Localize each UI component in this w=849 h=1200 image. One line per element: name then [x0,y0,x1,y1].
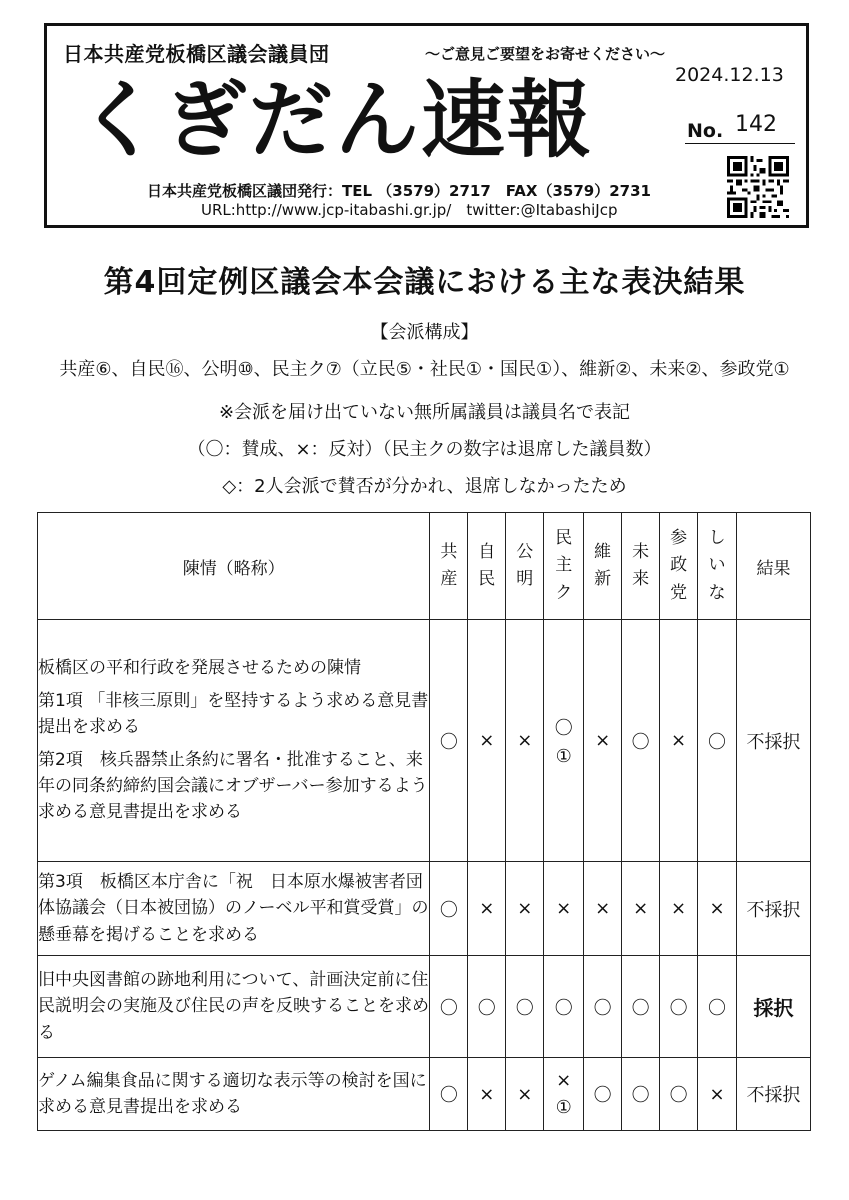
vote-cell: × [468,620,506,862]
party-header-sanseito: 参 政 党 [660,513,698,620]
table-header-row [38,513,811,620]
vote-cell: × [698,1058,737,1131]
vote-cell: 〇 [622,956,660,1058]
table-row [38,862,811,956]
abstain-count: ① [555,1097,572,1118]
petition-cell: 板橋区の平和行政を発展させるための陳情 第1項 「非核三原則」を堅持するよう求める意見書提出を求める 第2項 核兵器禁止条約に署名・批准すること、来年の同条約締約国会議にオブザーバー参加するよう求める意見書提出を求める [38,620,430,862]
result-header: 結果 [737,513,811,620]
table-row [38,956,811,1058]
vote-cell: × [660,862,698,956]
vote-cell: 〇 [430,956,468,1058]
issue-number-label: No. [687,120,724,142]
result-cell: 不採択 [737,1058,811,1131]
petition-cell: 第3項 板橋区本庁舎に「祝 日本原水爆被害者団体協議会（日本被団協）のノーベル平和賞受賞」の懸垂幕を掲げることを求める [38,862,430,956]
note-line: ◇：2人会派で賛否が分かれ、退席しなかったため [222,476,627,497]
party-header-mirai: 未 来 [622,513,660,620]
result-cell: 採択 [737,956,811,1058]
vote-cell: 〇 [430,862,468,956]
party-header-kyosan: 共 産 [430,513,468,620]
vote-cell: × [506,620,544,862]
vote-cell: × [622,862,660,956]
vote-cell: × [468,1058,506,1131]
vote-cell: 〇 [544,956,584,1058]
party-header-komei: 公 明 [506,513,544,620]
vote-cell: 〇 [698,956,737,1058]
vote-cell: × [544,862,584,956]
issue-number: 142 [735,112,777,137]
divider [685,143,795,144]
result-cell: 不採択 [737,862,811,956]
result-cell: 不採択 [737,620,811,862]
vote-cell: × [584,862,622,956]
vote-cell: × [506,1058,544,1131]
vote-cell: 〇 [430,1058,468,1131]
vote-cell: × ① [544,1058,584,1131]
vote-cell: × [506,862,544,956]
table-row [38,1058,811,1131]
petition-cell: ゲノム編集食品に関する適切な表示等の検討を国に求める意見書提出を求める [38,1058,430,1131]
vote-cell: 〇 [506,956,544,1058]
vote-cell: 〇 [584,1058,622,1131]
qr-code-icon[interactable] [727,156,789,218]
vote-cell: 〇 [468,956,506,1058]
vote-cell: × [698,862,737,956]
table-row [38,620,811,862]
vote-cell: 〇 [622,620,660,862]
vote-cell: × [660,620,698,862]
url-line[interactable]: URL:http://www.jcp-itabashi.gr.jp/ twitter:@ItabashiJcp [201,201,618,219]
page-title: 第4回定例区議会本会議における主な表決結果 [103,265,746,300]
note-line: ※会派を届け出ていない無所属議員は議員名で表記 [218,402,631,423]
party-header-ishin: 維 新 [584,513,622,620]
party-header-minshuku: 民 主 ク [544,513,584,620]
petition-header: 陳情（略称） [38,513,430,620]
tagline: ～ご意見ご要望をお寄せください～ [425,45,666,63]
note-line: （〇：賛成、×：反対）（民主クの数字は退席した議員数） [187,439,662,460]
vote-cell: 〇 [660,1058,698,1131]
vote-cell: 〇 ① [544,620,584,862]
masthead [44,23,809,228]
petition-cell: 旧中央図書館の跡地利用について、計画決定前に住民説明会の実施及び住民の声を反映することを求める [38,956,430,1058]
party-header-shiina: し い な [698,513,737,620]
vote-cell: 〇 [622,1058,660,1131]
vote-cell: 〇 [660,956,698,1058]
org-name: 日本共産党板橋区議会議員団 [63,42,330,66]
factions-list: 共産⑥、自民⑯、公明⑩、民主ク⑦（立民⑤・社民①・国民①）、維新②、未来②、参政党① [59,359,790,380]
vote-cell: 〇 [584,956,622,1058]
vote-cell: 〇 [698,620,737,862]
factions-title: 【会派構成】 [370,322,479,343]
newsletter-title: くぎだん速報 [77,71,594,169]
vote-cell: × [468,862,506,956]
abstain-count: ① [555,746,572,767]
vote-cell: 〇 [430,620,468,862]
vote-results-table [37,512,811,1131]
issue-date: 2024.12.13 [675,64,784,86]
vote-cell: × [584,620,622,862]
party-header-jimin: 自 民 [468,513,506,620]
contact-line: 日本共産党板橋区議団発行：TEL （3579）2717 FAX（3579）2731 [147,182,651,200]
